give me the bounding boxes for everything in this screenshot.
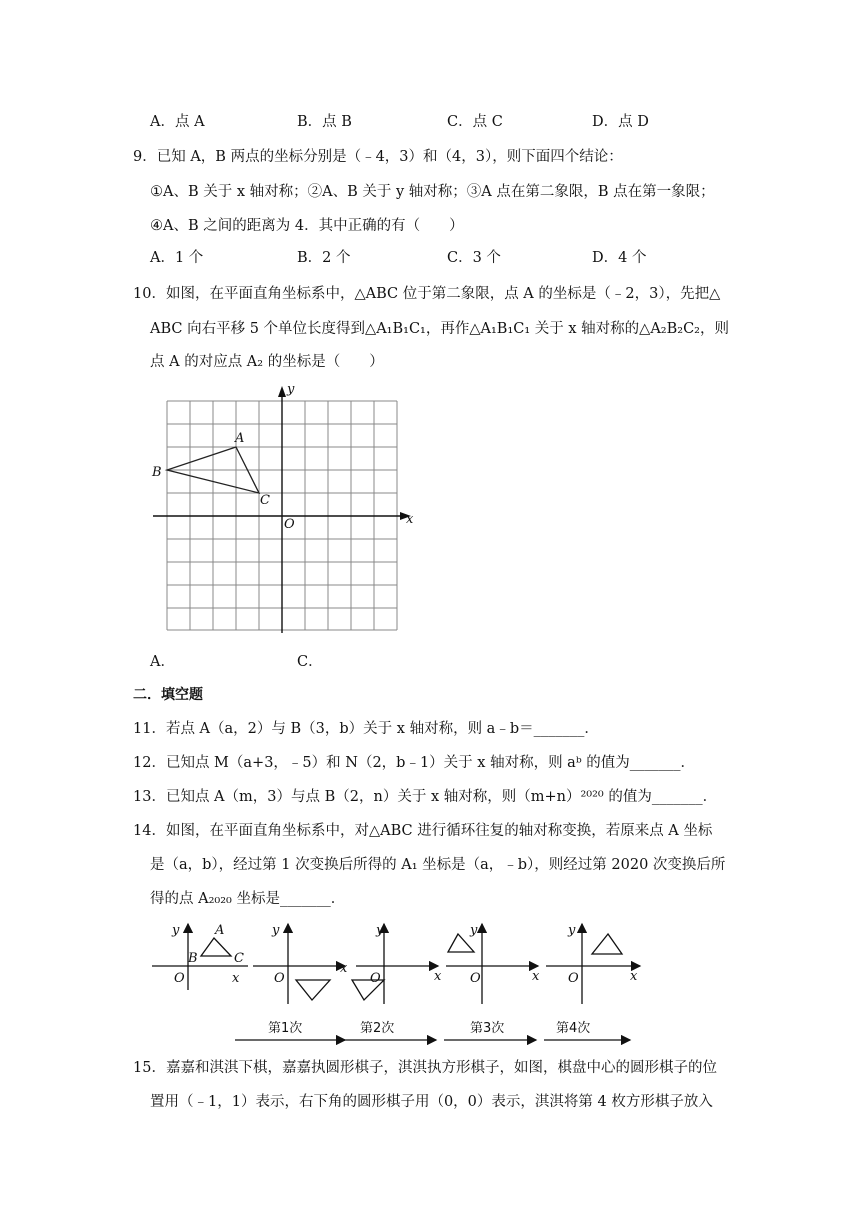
q14-line-2: 是（a，b），经过第 1 次变换后所得的 A₁ 坐标是（a，﹣b），则经过第 2020 次变换后所 (150, 857, 726, 873)
q13-text: 13．已知点 A（m，3）与点 B（2，n）关于 x 轴对称，则（m+n）²⁰²⁰ 的值为_______． (133, 789, 718, 805)
q10-line-2: ABC 向右平移 5 个单位长度得到△A₁B₁C₁，再作△A₁B₁C₁ 关于 x 轴对称的△A₂B₂C₂，则 (150, 321, 729, 337)
q14-line-3: 得的点 A₂₀₂₀ 坐标是_______． (150, 891, 346, 907)
panel4-origin-label: O (470, 971, 481, 986)
q9-option-c: C．3 个 (447, 250, 501, 266)
q9-option-a: A．1 个 (150, 250, 204, 266)
q11-text: 11．若点 A（a，2）与 B（3，b）关于 x 轴对称，则 a﹣b＝_______． (133, 721, 599, 737)
q10-line-3: 点 A 的对应点 A₂ 的坐标是（ ） (150, 354, 384, 370)
q10-line-1: 10．如图，在平面直角坐标系中，△ABC 位于第二象限，点 A 的坐标是（﹣2，3），先把△ (133, 286, 721, 302)
q8-option-d: D．点 D (592, 114, 649, 130)
panel4-x-label: x (532, 969, 540, 984)
point-a-label: A (235, 431, 245, 446)
q8-option-a: A．点 A (150, 114, 205, 130)
q10-coordinate-grid (145, 383, 425, 643)
y-axis-label: y (287, 383, 295, 397)
step4-label: 第4次 (556, 1021, 591, 1036)
panel2-y-label: y (272, 923, 280, 938)
q9-option-b: B．2 个 (297, 250, 351, 266)
panel1-triangle (201, 938, 231, 956)
q15-line-1: 15．嘉嘉和淇淇下棋，嘉嘉执圆形棋子，淇淇执方形棋子，如图，棋盘中心的圆形棋子的位 (133, 1060, 717, 1076)
panel3-x-label: x (434, 969, 442, 984)
panel2-x-label: x (340, 961, 348, 976)
q9-line-1: 9．已知 A，B 两点的坐标分别是（﹣4，3）和（4，3），则下面四个结论： (133, 149, 623, 165)
point-c-label: C (260, 493, 270, 508)
panel4-y-label: y (470, 923, 478, 938)
q12-text: 12．已知点 M（a+3，﹣5）和 N（2，b﹣1）关于 x 轴对称，则 aᵇ 的值为_______． (133, 755, 695, 771)
panel5-y-label: y (568, 923, 576, 938)
origin-label: O (284, 517, 295, 532)
q14-transform-figure (148, 912, 648, 1047)
step3-label: 第3次 (470, 1021, 505, 1036)
panel1-y-label: y (172, 923, 180, 938)
q10-option-a: A． (150, 654, 175, 670)
panel5-triangle (592, 934, 622, 954)
panel2-origin-label: O (274, 971, 285, 986)
q8-option-b: B．点 B (297, 114, 352, 130)
panel5-x-label: x (630, 969, 638, 984)
panel1-point-b: B (188, 951, 198, 966)
x-axis-label: x (406, 512, 414, 527)
step2-label: 第2次 (360, 1021, 395, 1036)
panel1-x-label: x (232, 971, 240, 986)
step1-label: 第1次 (268, 1021, 303, 1036)
q14-line-1: 14．如图，在平面直角坐标系中，对△ABC 进行循环往复的轴对称变换，若原来点 A 坐标 (133, 823, 713, 839)
panel2-triangle (296, 980, 330, 1000)
panel1-point-c: C (234, 951, 244, 966)
panel3-y-label: y (376, 923, 384, 938)
panel1-point-a: A (215, 923, 225, 938)
point-b-label: B (152, 465, 162, 480)
section-title: 二．填空题 (133, 687, 203, 703)
panel5-origin-label: O (568, 971, 579, 986)
q10-option-c: C． (297, 654, 323, 670)
y-axis-arrow (278, 386, 286, 397)
q9-option-d: D．4 个 (592, 250, 647, 266)
panel1-origin-label: O (174, 971, 185, 986)
panel3-origin-label: O (370, 971, 381, 986)
q8-option-c: C．点 C (447, 114, 503, 130)
q9-line-2: ①A、B 关于 x 轴对称；②A、B 关于 y 轴对称；③A 点在第二象限，B 点在第一象限； (150, 184, 715, 200)
q9-line-3: ④A、B 之间的距离为 4．其中正确的有（ ） (150, 218, 464, 234)
q15-line-2: 置用（﹣1，1）表示，右下角的圆形棋子用（0，0）表示，淇淇将第 4 枚方形棋子放入 (150, 1094, 713, 1110)
